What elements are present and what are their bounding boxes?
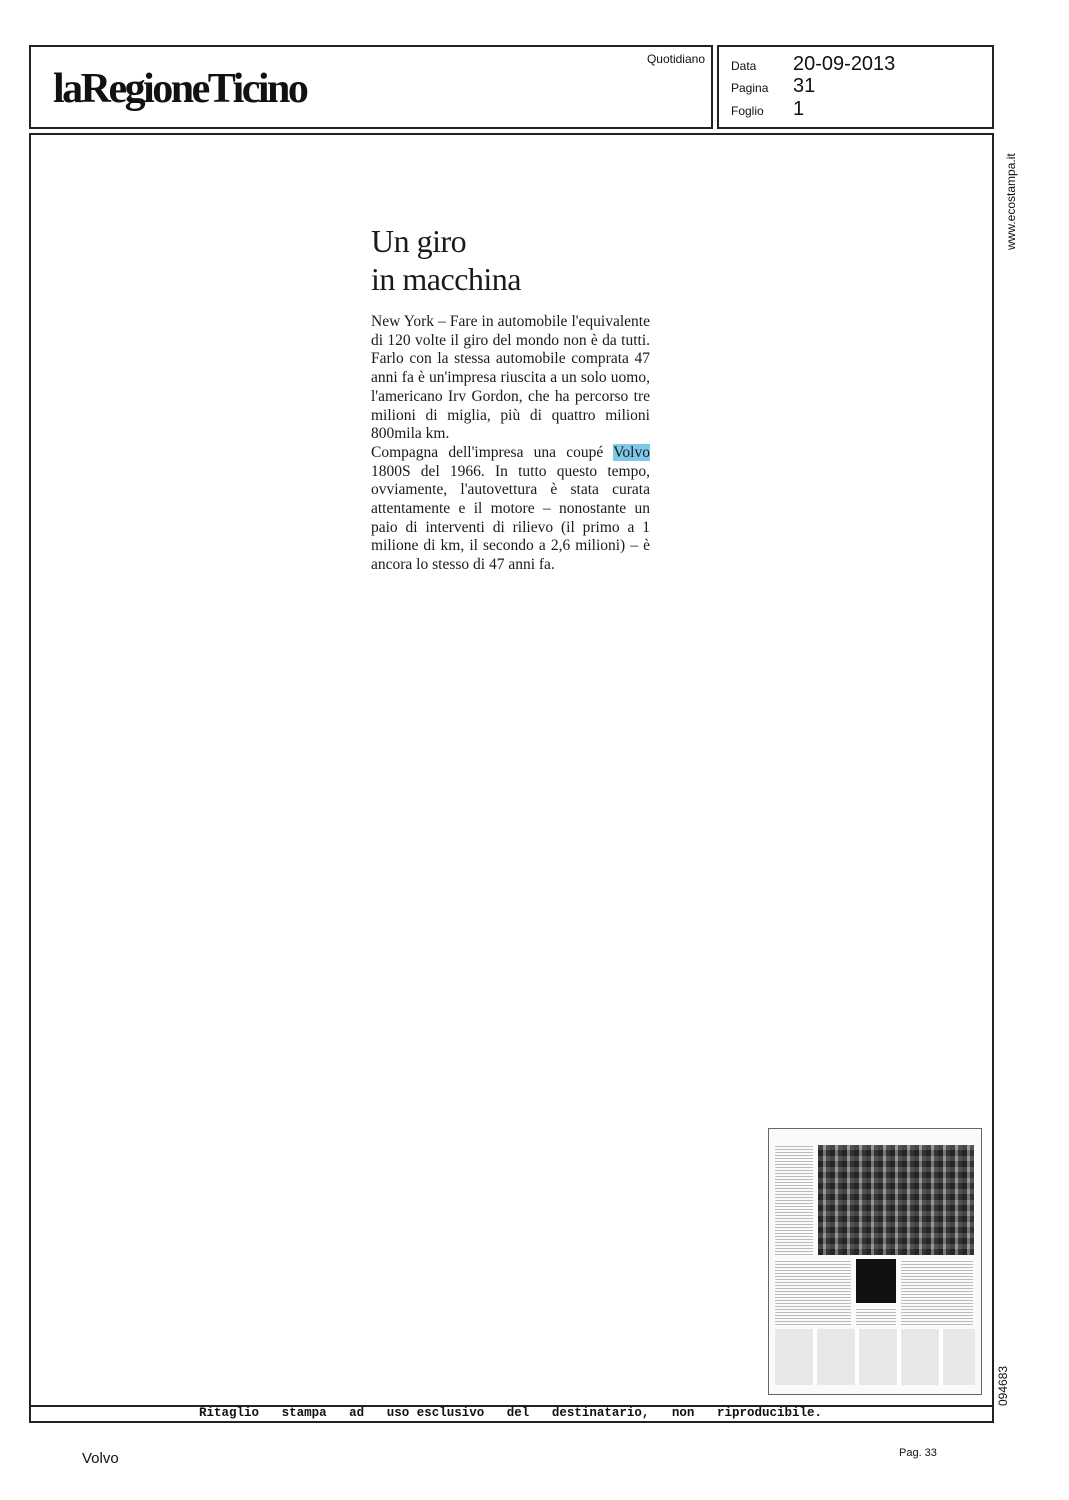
disclaimer-word: ad: [349, 1406, 365, 1420]
ecostampa-website: www.ecostampa.it: [1004, 153, 1018, 250]
thumbnail-weather-maps: [775, 1329, 975, 1385]
thumbnail-article-box: [856, 1259, 896, 1303]
disclaimer-word: uso esclusivo: [386, 1406, 485, 1420]
highlighted-keyword: Volvo: [613, 443, 650, 461]
thumbnail-photo-overlay: [818, 1145, 974, 1255]
thumbnail-text-column: [775, 1261, 851, 1325]
meta-value-date: 20-09-2013: [793, 53, 896, 75]
footer-page-number: Pag. 33: [899, 1447, 937, 1459]
paragraph-2-start: Compagna dell'impresa una coupé: [371, 443, 614, 461]
masthead-box: [29, 45, 713, 129]
thumbnail-text-column: [856, 1307, 896, 1325]
disclaimer-word: stampa: [281, 1406, 327, 1420]
meta-label-page: Pagina: [731, 81, 769, 95]
disclaimer-word: Ritaglio: [199, 1406, 260, 1420]
newspaper-logo: laRegioneTicino: [53, 66, 307, 112]
page-thumbnail: [768, 1128, 982, 1395]
disclaimer-word: non: [671, 1406, 695, 1420]
metadata-box: [717, 45, 994, 129]
meta-row-date: [731, 53, 895, 76]
meta-value-page: 31: [793, 75, 816, 97]
disclaimer: [29, 1406, 994, 1422]
disclaimer-word: destinatario,: [551, 1406, 650, 1420]
thumbnail-text-column: [901, 1261, 973, 1325]
meta-label-sheet: Foglio: [731, 104, 764, 118]
article-title-line2: in macchina: [371, 261, 521, 297]
paragraph-2-end: 1800S del 1966. In tutto questo tempo, ovviamente, l'autovettura è stata curata attentamente e il motore – nonostante un paio di interventi di rilievo (il primo a 1 milione di km, il secondo a 2,6 milioni) – è ancora lo stesso di 47 anni fa.: [371, 462, 650, 574]
article-title-line1: Un giro: [371, 223, 467, 259]
clipping-code: 094683: [996, 1365, 1010, 1406]
meta-value-sheet: 1: [793, 98, 805, 120]
thumbnail-text-column: [775, 1145, 813, 1255]
publication-type: Quotidiano: [646, 52, 705, 66]
article-paragraph-1: New York – Fare in automobile l'equivalente di 120 volte il giro del mondo non è da tutti. Farlo con la stessa automobile comprata 47 anni fa è un'impresa riuscita a un solo uomo, l'americano Irv Gordon, che ha percorso tre milioni di miglia, più di quattro milioni 800mila km.: [371, 313, 650, 443]
footer-keyword: Volvo: [82, 1450, 119, 1467]
disclaimer-word: del: [506, 1406, 530, 1420]
meta-row-sheet: [731, 98, 804, 121]
meta-label-date: Data: [731, 59, 757, 73]
meta-row-page: [731, 75, 815, 98]
article-body: [371, 313, 650, 575]
disclaimer-word: riproducibile.: [716, 1406, 822, 1420]
article-paragraph-2: [371, 444, 650, 575]
article-title: [371, 222, 671, 298]
